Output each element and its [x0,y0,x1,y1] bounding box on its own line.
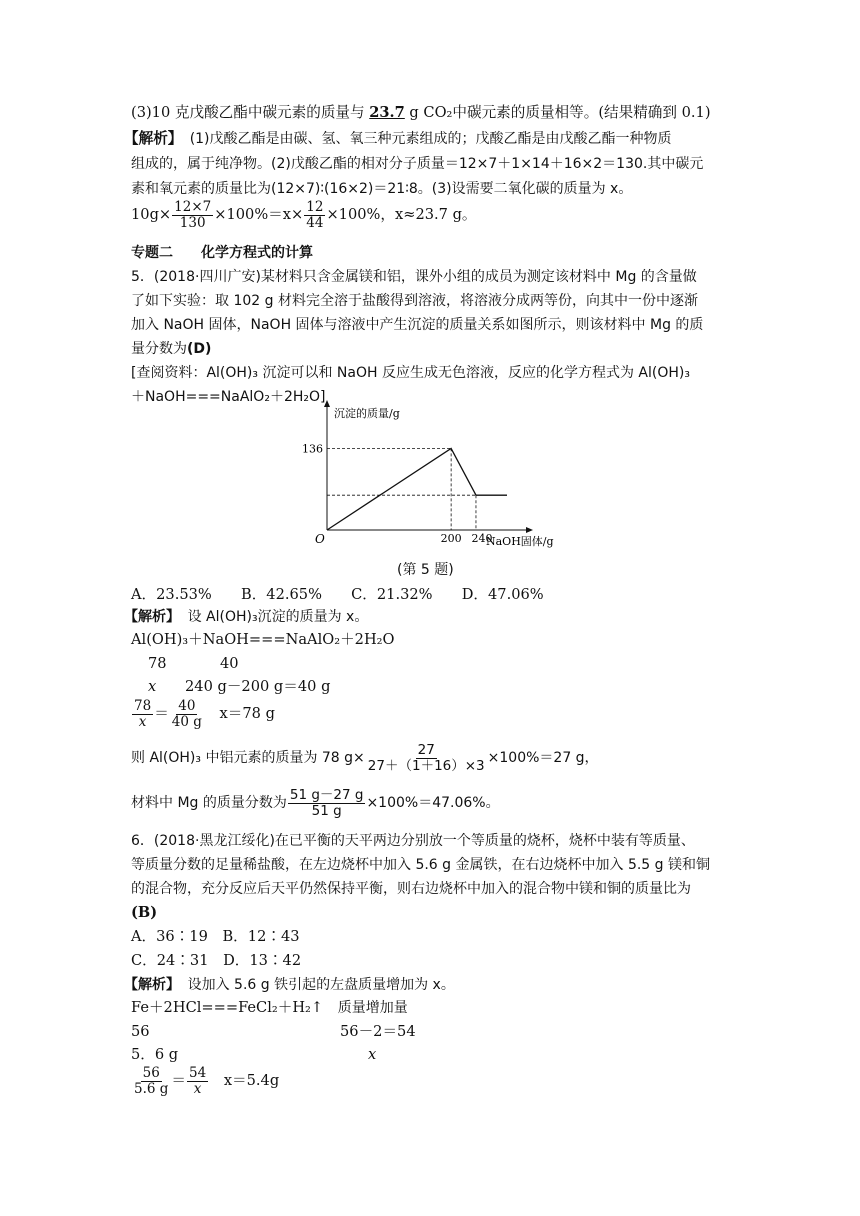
q6-answer: (B) [131,904,158,921]
q3-answer: 23.7 [369,104,405,121]
q5-line-2: 了如下实验：取 102 g 材料完全溶于盐酸得到溶液，将溶液分成两等份，向其中一份中逐渐 [131,293,698,309]
fraction: $\frac{54}{x}$ [189,1064,207,1097]
fraction: $\frac{40}{40 g}$ [171,697,202,730]
x-tick-label: 240 [471,532,493,545]
q6-iron-mass: 5．6 g [131,1046,179,1063]
q5-equation: Al(OH)₃＋NaOH===NaAlO₂＋2H₂O [131,631,395,648]
q5-reference-2: ＋NaOH===NaAlO₂＋2H₂O] [131,389,326,405]
q5-molar-40: 40 [220,655,239,672]
q6-options-cd: C．24∶31 D．13∶42 [131,952,302,969]
x-axis-label: NaOH固体/g [486,535,554,548]
q5-line-4: 量分数为(D) [131,341,212,357]
q6-analysis-line-1: 【解析】 设加入 5.6 g 铁引起的左盘质量增加为 x。 [124,977,455,993]
q6-unknown-x: x [368,1046,377,1063]
analysis-tag: 【解析】 [124,977,173,993]
q5-options: A．23.53% B．42.65% C．21.32% D．47.06% [131,586,544,603]
q5-ratio: $\frac{78}{x}$ ＝ $\frac{40}{40 g}$ x＝78 g [134,697,275,730]
topic-heading: 专题二 化学方程式的计算 [131,245,313,261]
fraction: $\frac{12}{44}$ [306,198,324,231]
q5-unknown-x: x [148,678,157,695]
q5-mass-difference: 240 g－200 g＝40 g [185,678,331,695]
y-tick-label: 136 [302,442,323,456]
q3-analysis-line-2: 组成的，属于纯净物。(2)戊酸乙酯的相对分子质量＝12×7＋1×14＋16×2＝130.其中碳元 [131,156,704,172]
q3-analysis-line-1: 【解析】 (1)戊酸乙酯是由碳、氢、氧三种元素组成的；戊酸乙酯是由戊酸乙酯一种物质 [124,130,672,147]
figure-caption: (第 5 题) [397,562,454,578]
q6-mass-increase: 56－2＝54 [340,1023,416,1040]
q5-answer: (D) [187,341,212,357]
q6-line-2: 等质量分数的足量稀盐酸，在左边烧杯中加入 5.6 g 金属铁，在右边烧杯中加入 5.5 g 镁和铜 [131,857,711,873]
q5-reference-1: [查阅资料：Al(OH)₃ 沉淀可以和 NaOH 反应生成无色溶液，反应的化学方程式为 Al(OH)₃ [131,365,690,381]
q3-analysis-line-3: 素和氧元素的质量比为(12×7)∶(16×2)＝21∶8。(3)设需要二氧化碳的质量为 x。 [131,181,633,197]
q5-line-1: 5．(2018·四川广安)某材料只含金属镁和铝，课外小组的成员为测定该材料中 Mg 的含量做 [131,269,697,285]
fraction: $\frac{51 g-27 g}{51 g}$ [289,786,364,819]
q6-options-ab: A．36∶19 B．12∶43 [131,928,300,945]
fraction: $\frac{56}{5.6 g}$ [134,1064,169,1097]
q6-line-1: 6．(2018·黑龙江绥化)在已平衡的天平两边分别放一个等质量的烧杯，烧杯中装有等质量、 [131,833,695,849]
analysis-tag: 【解析】 [124,130,176,147]
q5-line-3: 加入 NaOH 固体，NaOH 固体与溶液中产生沉淀的质量关系如图所示，则该材料中 Mg 的质 [131,317,704,333]
q5-analysis-line-1: 【解析】 设 Al(OH)₃沉淀的质量为 x。 [124,609,369,625]
q5-mg-fraction: 材料中 Mg 的质量分数为 $\frac{51 g-27 g}{51 g}$ ×100%＝47.06%。 [131,786,500,819]
q6-ratio: $\frac{56}{5.6 g}$ ＝ $\frac{54}{x}$ x＝5.4g [134,1064,280,1097]
x-axis-arrow [526,527,533,533]
q5-al-mass: 则 Al(OH)₃ 中铝元素的质量为 78 g× $\frac{27}{27+(1+16)\times 3}$ ×100%＝27 g， [131,741,599,774]
q5-molar-78: 78 [148,655,167,672]
y-axis-arrow [324,400,330,407]
series-line [327,448,507,530]
q3-equation: 10g× $\frac{12\times 7}{130}$ ×100%＝x× $\frac{12}{44}$ ×100%，x≈23.7 g。 [131,198,477,231]
x-tick-label: 200 [440,532,462,545]
q6-equation: Fe＋2HCl===FeCl₂＋H₂↑ 质量增加量 [131,999,408,1016]
precipitate-chart [300,399,570,555]
fraction: $\frac{12\times 7}{130}$ [174,198,212,231]
q6-molar-56: 56 [131,1023,150,1040]
fraction: $\frac{27}{27+(1+16)\times 3}$ [367,741,485,774]
analysis-tag: 【解析】 [124,609,173,625]
guide-lines [327,448,476,530]
q6-line-3: 的混合物，充分反应后天平仍然保持平衡，则右边烧杯中加入的混合物中镁和铜的质量比为 [131,881,691,897]
y-axis-label: 沉淀的质量/g [334,407,400,420]
origin-label: O [315,532,325,546]
fraction: $\frac{78}{x}$ [134,697,152,730]
q3-line: (3)10 克戊酸乙酯中碳元素的质量与 23.7 g CO₂中碳元素的质量相等。(结果精确到 0.1) [131,104,711,121]
